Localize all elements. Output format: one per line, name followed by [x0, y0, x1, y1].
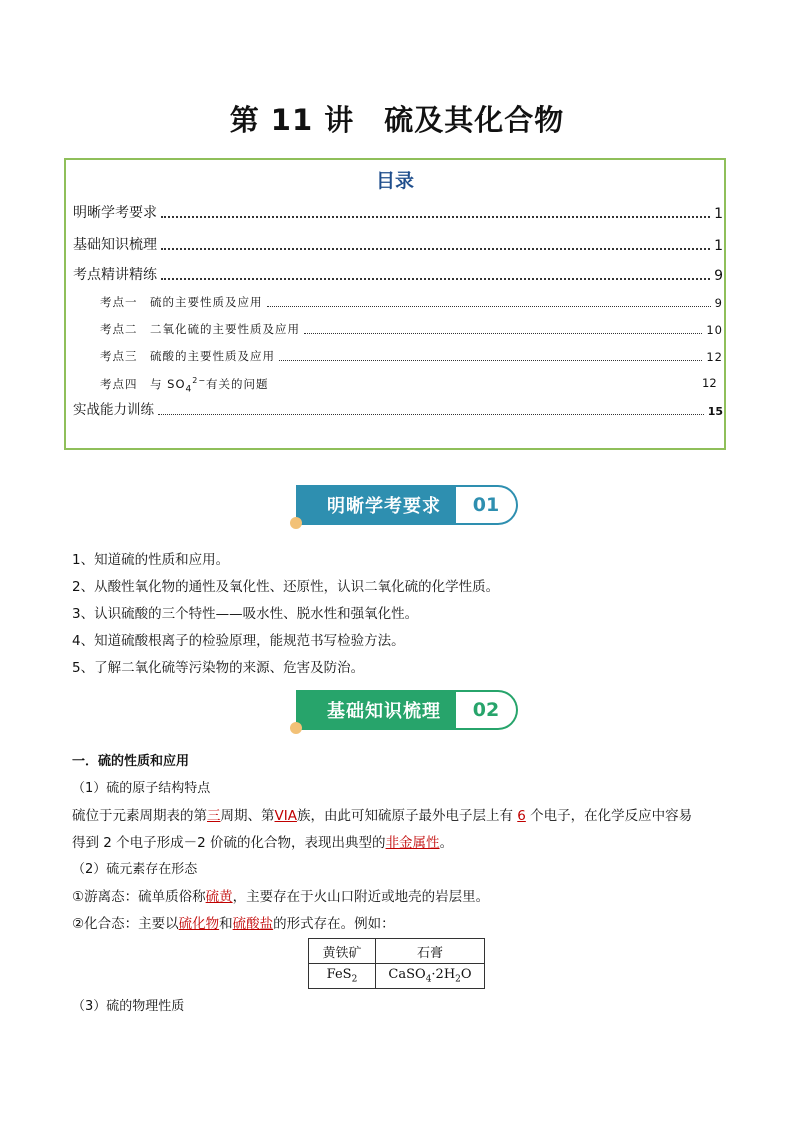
banner-dot — [290, 722, 302, 734]
page-title: 第 11 讲 硫及其化合物 — [229, 103, 565, 137]
banner-number: 01 — [456, 485, 518, 525]
toc-item[interactable]: 明晰学考要求 1 — [73, 205, 723, 222]
requirement-item: 3、认识硫酸的三个特性——吸水性、脱水性和强氧化性。 — [72, 606, 419, 622]
paragraph: ①游离态：硫单质俗称硫黄，主要存在于火山口附近或地壳的岩层里。 — [72, 889, 490, 905]
toc-item[interactable]: 考点精讲精练 9 — [73, 267, 723, 284]
requirement-item: 1、知道硫的性质和应用。 — [72, 552, 230, 568]
paragraph: 硫位于元素周期表的第三周期、第VIA族，由此可知硫原子最外电子层上有 6 个电子，在化学反应中容易 — [72, 808, 693, 824]
table-cell: $CaSO_4\cdot 2H_2O$ — [376, 964, 485, 989]
table-header: 黄铁矿 — [309, 939, 376, 964]
toc-subitem[interactable]: 考点四 与 $SO_4^{2-}$有关的问题 — [100, 376, 269, 395]
banner-title: 明晰学考要求 — [296, 485, 472, 525]
banner-dot — [290, 517, 302, 529]
section-banner-knowledge — [290, 690, 520, 736]
paragraph: ②化合态：主要以硫化物和硫酸盐的形式存在。例如： — [72, 916, 395, 932]
toc-item[interactable]: 基础知识梳理 1 — [73, 237, 723, 254]
toc-subitem[interactable]: 考点二 二氧化硫的主要性质及应用 10 — [100, 322, 723, 337]
toc-heading: 目录 — [375, 170, 414, 192]
table-row — [309, 964, 485, 989]
mineral-table — [308, 938, 485, 989]
banner-number: 02 — [456, 690, 518, 730]
banner-title: 基础知识梳理 — [296, 690, 472, 730]
table-header-row — [309, 939, 485, 964]
toc-subitem[interactable]: 考点一 硫的主要性质及应用 9 — [100, 295, 723, 310]
requirement-item: 4、知道硫酸根离子的检验原理，能规范书写检验方法。 — [72, 633, 405, 649]
table-of-contents — [64, 158, 726, 450]
paragraph: 得到 2 个电子形成－2 价硫的化合物，表现出典型的非金属性。 — [72, 835, 454, 851]
subheading: （2）硫元素存在形态 — [72, 862, 198, 877]
subheading: （1）硫的原子结构特点 — [72, 781, 211, 796]
section-banner-requirements — [290, 485, 520, 531]
requirement-item: 2、从酸性氧化物的通性及氧化性、还原性，认识二氧化硫的化学性质。 — [72, 579, 500, 595]
table-cell: FeS$_2$ — [309, 964, 376, 989]
toc-subitem[interactable]: 考点三 硫酸的主要性质及应用 12 — [100, 349, 723, 364]
toc-item[interactable]: 实战能力训练 15 — [73, 402, 723, 418]
section-heading: 一．硫的性质和应用 — [72, 754, 190, 769]
subheading: （3）硫的物理性质 — [72, 999, 185, 1014]
toc-page-number: 12 — [702, 376, 717, 390]
table-header: 石膏 — [376, 939, 485, 964]
requirement-item: 5、了解二氧化硫等污染物的来源、危害及防治。 — [72, 660, 365, 676]
